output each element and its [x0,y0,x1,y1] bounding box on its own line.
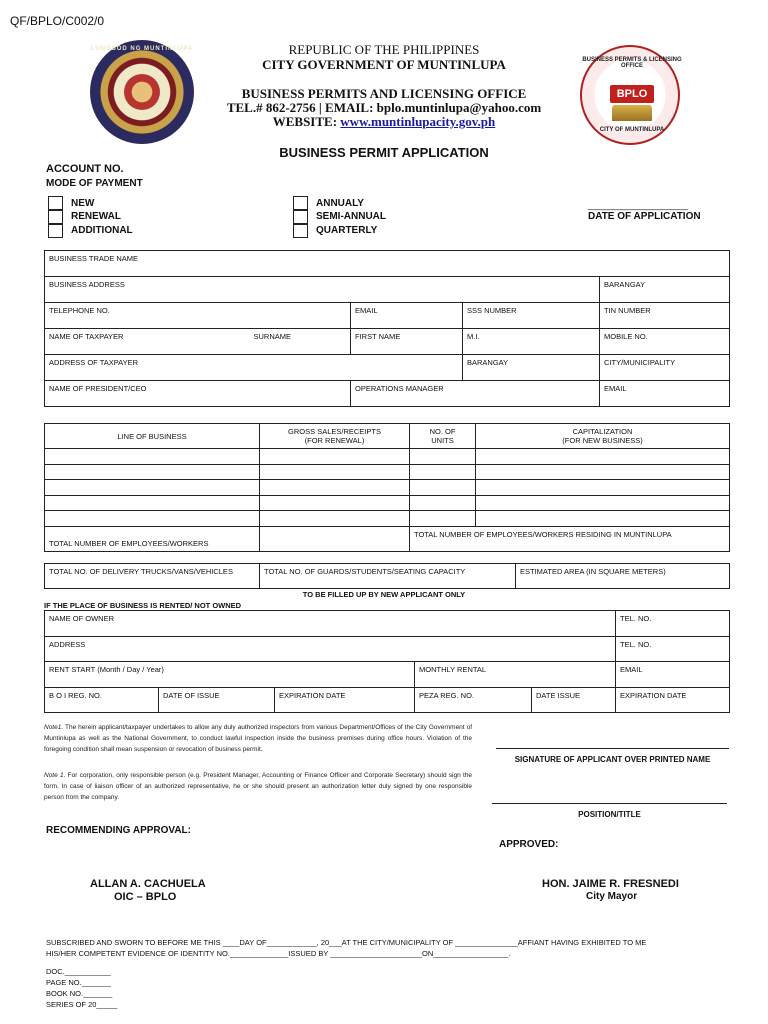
capitalization-header-2: (FOR NEW BUSINESS) [562,436,643,445]
delivery-vehicles-field[interactable]: TOTAL NO. OF DELIVERY TRUCKS/VANS/VEHICLES [45,564,260,589]
recommender-title: OIC – BPLO [114,891,177,903]
note-1 [44,722,472,755]
lob-cell[interactable] [260,449,410,465]
ops-manager-field[interactable]: OPERATIONS MANAGER [351,381,600,407]
website-link[interactable]: www.muntinlupacity.gov.ph [340,114,496,129]
date-application-blank[interactable]: ____________________ [588,200,689,210]
series-no: SERIES OF 20_____ [46,1000,118,1009]
signature-line[interactable] [496,748,729,749]
recommender-name: ALLAN A. CACHUELA [90,878,206,890]
taxpayer-name-field[interactable]: NAME OF TAXPAYER [45,329,250,355]
lob-cell[interactable] [410,511,476,527]
header-republic: REPUBLIC OF THE PHILIPPINES [288,42,480,57]
quarterly-label: QUARTERLY [316,225,378,236]
lob-cell[interactable] [410,449,476,465]
approver-title: City Mayor [586,891,638,902]
lob-cell[interactable] [476,464,730,480]
email2-field[interactable]: EMAIL [600,381,730,407]
expiration2-field[interactable]: EXPIRATION DATE [616,687,730,713]
owner-tel-field[interactable]: TEL. NO. [616,611,730,637]
header-office: BUSINESS PERMITS AND LICENSING OFFICE [241,86,527,101]
signature-label: SIGNATURE OF APPLICANT OVER PRINTED NAME [514,755,711,764]
sss-field[interactable]: SSS NUMBER [463,303,600,329]
page-no: PAGE NO._______ [46,978,111,987]
tin-field[interactable]: TIN NUMBER [600,303,730,329]
header-website [0,114,768,129]
date-issue2-field[interactable]: DATE ISSUE [532,687,616,713]
approver-name: HON. JAIME R. FRESNEDI [542,878,679,890]
owner-tel2-field[interactable]: TEL. NO. [616,636,730,662]
lob-cell[interactable] [45,449,260,465]
annually-label: ANNUALY [316,198,364,209]
lob-cell[interactable] [410,480,476,496]
note-2 [44,770,472,803]
position-label: POSITION/TITLE [578,810,641,819]
gross-sales-header-1: GROSS SALES/RECEIPTS [288,427,381,436]
total-residing-field[interactable]: TOTAL NUMBER OF EMPLOYEES/WORKERS RESIDING IN MUNTINLUPA [410,526,730,551]
rent-table [44,610,730,713]
owner-name-field[interactable]: NAME OF OWNER [45,611,616,637]
semi-annual-label: SEMI-ANNUAL [316,211,386,222]
guards-field[interactable]: TOTAL NO. OF GUARDS/STUDENTS/SEATING CAPACITY [260,564,516,589]
note-1-label: Note1. [44,724,64,731]
additional-checkbox[interactable] [48,224,63,238]
first-name-field[interactable]: FIRST NAME [351,329,463,355]
lob-cell[interactable] [45,480,260,496]
approved-label: APPROVED: [499,839,559,850]
lob-cell[interactable] [45,511,260,527]
city-field[interactable]: CITY/MUNICIPALITY [600,355,730,381]
owner-address-field[interactable]: ADDRESS [45,636,616,662]
units-header [410,424,476,449]
vehicles-table [44,563,730,589]
lob-cell[interactable] [45,495,260,511]
oath-line-1: SUBSCRIBED AND SWORN TO BEFORE ME THIS ____DAY OF____________, 20___AT THE CITY/MUNICIPALITY OF _______________AFFIANT HAVING EXHIBITED TO ME [46,938,647,947]
owner-email-field[interactable]: EMAIL [616,662,730,688]
total-employees-value[interactable] [260,526,410,551]
mode-of-payment-label: MODE OF PAYMENT [46,178,143,189]
surname-field[interactable]: SURNAME [250,329,351,355]
monthly-rental-field[interactable]: MONTHLY RENTAL [415,662,616,688]
lob-cell[interactable] [476,449,730,465]
capitalization-header-1: CAPITALIZATION [572,427,633,436]
additional-label: ADDITIONAL [71,225,133,236]
oath-line-2: HIS/HER COMPETENT EVIDENCE OF IDENTITY NO.______________ISSUED BY ______________________ON__________________. [46,949,511,958]
note-2-text: For corporation, only responsible person (e.g. President Manager, Accounting or Finance Officer and Corporate Secretary) should sign the form. In case of liaison officer of an authorized representative, he or she should present an authorization letter duly signed by one responsible person from the company. [44,772,472,801]
units-header-1: NO. OF [429,427,456,436]
date-issue-field[interactable]: DATE OF ISSUE [159,687,275,713]
president-field[interactable]: NAME OF PRESIDENT/CEO [45,381,351,407]
renewal-label: RENEWAL [71,211,121,222]
header-city: CITY GOVERNMENT OF MUNTINLUPA [262,57,506,72]
gross-sales-header-2: (FOR RENEWAL) [304,436,365,445]
business-info-table [44,250,730,407]
barangay2-field[interactable]: BARANGAY [463,355,600,381]
new-checkbox[interactable] [48,196,63,210]
account-no-label: ACCOUNT NO. [46,163,124,175]
mobile-field[interactable]: MOBILE NO. [600,329,730,355]
seal-right-top-text: BUSINESS PERMITS & LICENSING OFFICE [582,57,682,69]
doc-no: DOC.___________ [46,967,111,976]
date-of-application-label: DATE OF APPLICATION [588,211,701,222]
seal-right-bottom-text: CITY OF MUNTINLUPA [599,127,665,133]
rented-heading: IF THE PLACE OF BUSINESS IS RENTED/ NOT OWNED [44,601,242,610]
lob-cell[interactable] [260,511,410,527]
lob-cell[interactable] [260,464,410,480]
email-field[interactable]: EMAIL [351,303,463,329]
total-employees-field[interactable]: TOTAL NUMBER OF EMPLOYEES/WORKERS [45,526,260,551]
form-title: BUSINESS PERMIT APPLICATION [279,145,489,160]
form-code: QF/BPLO/C002/0 [10,14,105,28]
position-line[interactable] [492,803,727,804]
header-contact: TEL.# 862-2756 | EMAIL: bplo.muntinlupa@yahoo.com [226,100,542,115]
lob-header: LINE OF BUSINESS [45,424,260,449]
note-1-text: The herein applicant/taxpayer undertakes to allow any duly authorized inspectors from various Department/Offices of the City Government of Muntinlupa as well as the National Government, to conduct lawful inspection inside the business premises during office hours. Violation of the foregoing condition shall mean suspension or revocation of business permit. [44,724,472,753]
lob-cell[interactable] [476,495,730,511]
note-2-label: Note 1. [44,772,66,779]
quarterly-checkbox[interactable] [293,224,308,238]
peza-field[interactable]: PEZA REG. NO. [415,687,532,713]
lob-cell[interactable] [476,511,730,527]
new-applicant-note: TO BE FILLED UP BY NEW APPLICANT ONLY [302,590,466,599]
lob-cell[interactable] [260,495,410,511]
lob-cell[interactable] [476,480,730,496]
rent-start-field[interactable]: RENT START (Month / Day / Year) [45,662,415,688]
estimated-area-field[interactable]: ESTIMATED AREA (IN SQUARE METERS) [516,564,730,589]
taxpayer-address-field[interactable]: ADDRESS OF TAXPAYER [45,355,463,381]
seal-left-text: LUNGSOD NG MUNTINLUPA [90,46,194,52]
semi-annual-checkbox[interactable] [293,210,308,224]
renewal-checkbox[interactable] [48,210,63,224]
business-address-field[interactable]: BUSINESS ADDRESS [45,277,600,303]
new-label: NEW [71,198,95,209]
barangay-field[interactable]: BARANGAY [600,277,730,303]
annually-checkbox[interactable] [293,196,308,210]
book-no: BOOK NO._______ [46,989,113,998]
units-header-2: UNITS [431,436,454,445]
recommending-label: RECOMMENDING APPROVAL: [46,825,191,836]
expiration-field[interactable]: EXPIRATION DATE [275,687,415,713]
boi-field[interactable]: B O I REG. NO. [45,687,159,713]
seal-right-badge: BPLO [610,85,654,103]
gross-sales-header [260,424,410,449]
lob-cell[interactable] [45,464,260,480]
capitalization-header [476,424,730,449]
business-trade-name-field[interactable]: BUSINESS TRADE NAME [45,251,730,277]
lob-cell[interactable] [410,464,476,480]
lob-cell[interactable] [410,495,476,511]
mi-field[interactable]: M.I. [463,329,600,355]
telephone-field[interactable]: TELEPHONE NO. [45,303,351,329]
lob-cell[interactable] [260,480,410,496]
line-of-business-table [44,423,730,552]
website-label: WEBSITE: [272,114,338,129]
